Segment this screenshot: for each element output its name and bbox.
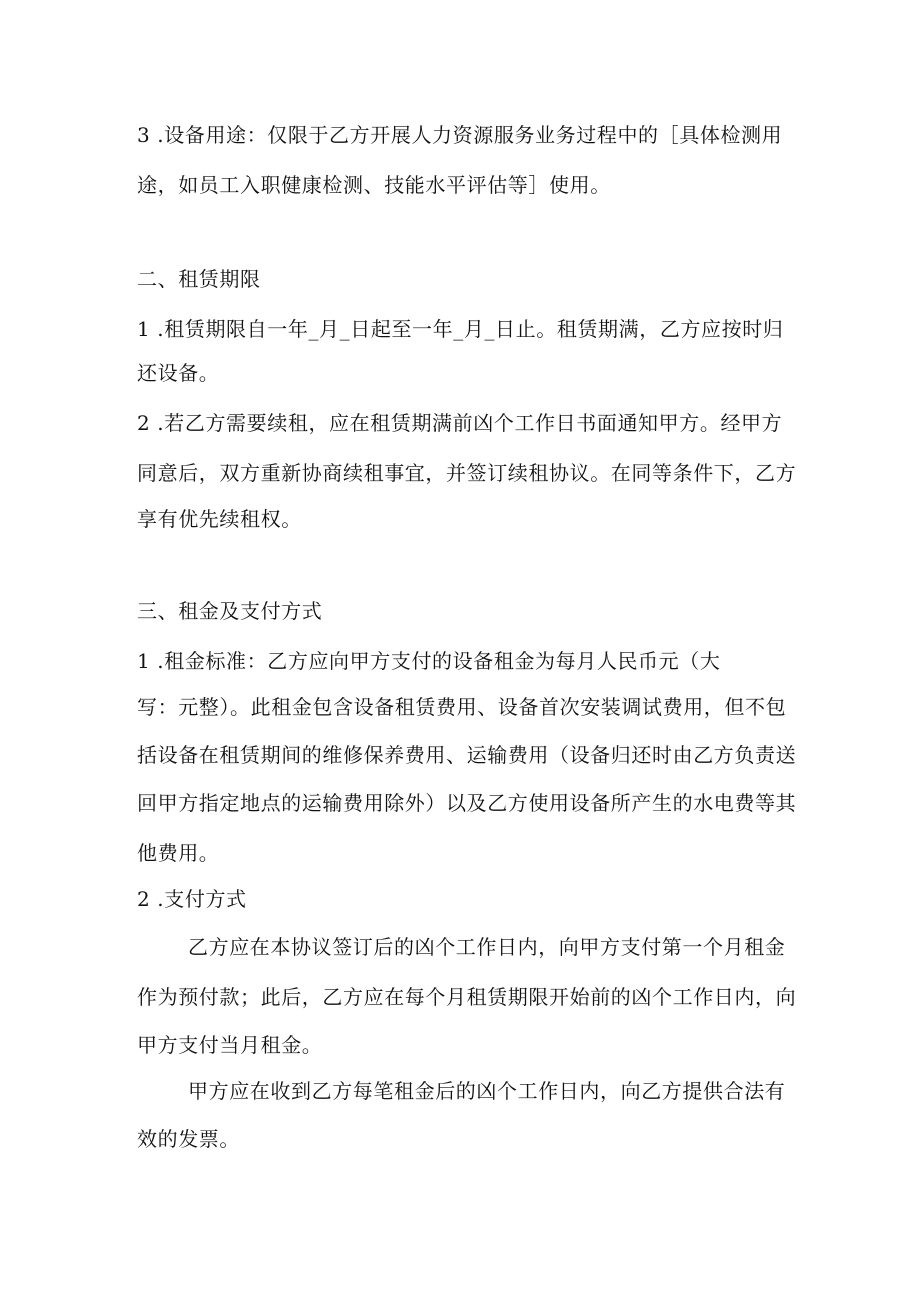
sec1-item3-line1: 3 .设备用途：仅限于乙方开展人力资源服务业务过程中的［具体检测用 [137, 123, 783, 147]
sec2-item2-line1: 2 .若乙方需要续租，应在租赁期满前凶个工作日书面通知甲方。经甲方 [137, 411, 783, 435]
sec3-item2-para2-line2: 效的发票。 [137, 1127, 240, 1151]
sec3-item1-line5: 他费用。 [137, 841, 220, 865]
sec3-item2-para2-line1: 甲方应在收到乙方每笔租金后的凶个工作日内，向乙方提供合法有 [188, 1079, 786, 1103]
sec2-item2-line3: 享有优先续租权。 [137, 507, 302, 531]
sec2-item1-line2: 还设备。 [137, 361, 220, 385]
sec2-heading: 二、租赁期限 [137, 267, 261, 291]
sec3-heading: 三、租金及支付方式 [137, 599, 323, 623]
sec2-item2-line2: 同意后，双方重新协商续租事宜，并签订续租协议。在同等条件下，乙方 [137, 461, 797, 485]
sec3-item2-heading: 2 .支付方式 [137, 887, 247, 911]
sec3-item2-para1-line1: 乙方应在本协议签订后的凶个工作日内，向甲方支付第一个月租金 [188, 935, 786, 959]
sec3-item2-para1-line2: 作为预付款；此后，乙方应在每个月租赁期限开始前的凶个工作日内，向 [137, 985, 797, 1009]
sec3-item2-para1-line3: 甲方支付当月租金。 [137, 1033, 323, 1057]
sec3-item1-line2: 写：元整）。此租金包含设备租赁费用、设备首次安装调试费用，但不包 [137, 695, 787, 719]
sec3-item1-line3: 括设备在租赁期间的维修保养费用、运输费用（设备归还时由乙方负责送 [137, 743, 797, 767]
sec3-item1-line4: 回甲方指定地点的运输费用除外）以及乙方使用设备所产生的水电费等其 [137, 791, 797, 815]
sec2-item1-line1: 1 .租赁期限自一年_月_日起至一年_月_日止。租赁期满，乙方应按时归 [137, 317, 784, 341]
sec3-item1-line1: 1 .租金标准：乙方应向甲方支付的设备租金为每月人民币元（大 [137, 649, 721, 673]
sec1-item3-line2: 途，如员工入职健康检测、技能水平评估等］使用。 [137, 173, 611, 197]
